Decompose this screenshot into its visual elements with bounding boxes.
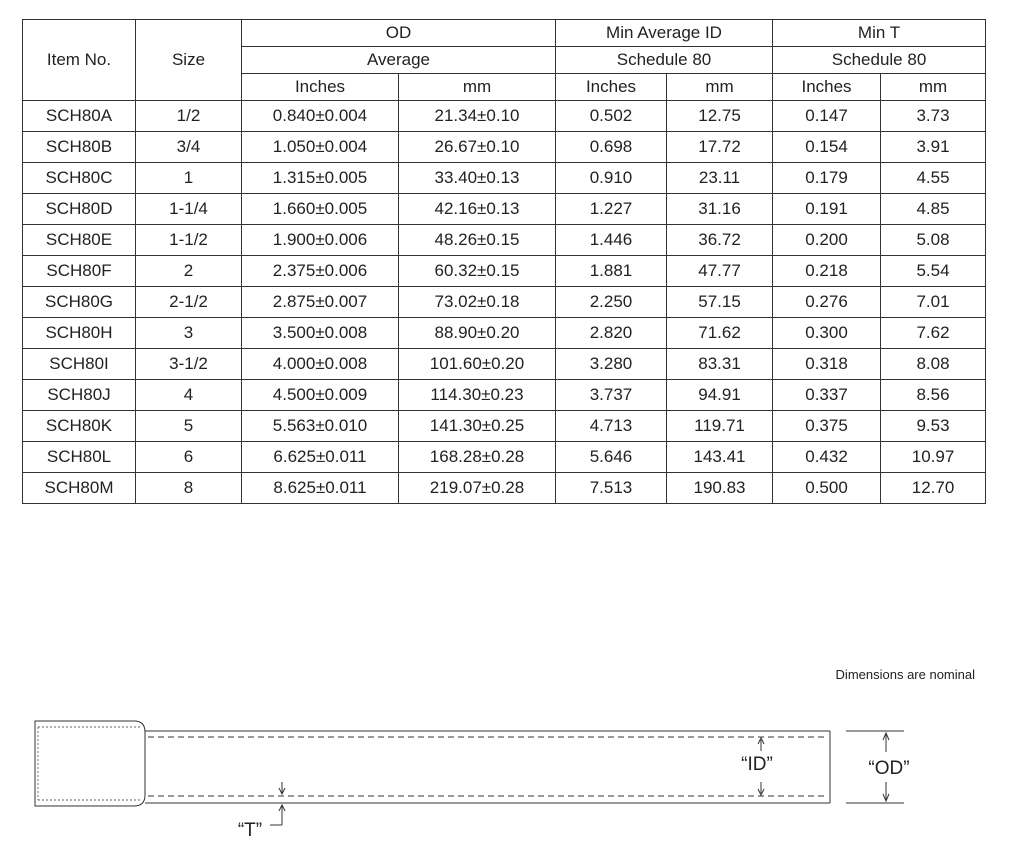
dimensions-note: Dimensions are nominal — [835, 667, 975, 682]
cell-od-mm: 168.28±0.28 — [399, 442, 556, 473]
cell-id-mm: 83.31 — [667, 349, 773, 380]
pipe-socket-end — [35, 721, 145, 806]
cell-od-mm: 48.26±0.15 — [399, 225, 556, 256]
cell-t-inches: 0.218 — [773, 256, 881, 287]
cell-size: 5 — [136, 411, 242, 442]
cell-od-mm: 141.30±0.25 — [399, 411, 556, 442]
cell-item-no: SCH80H — [23, 318, 136, 349]
cell-id-inches: 5.646 — [556, 442, 667, 473]
cell-od-inches: 0.840±0.004 — [242, 101, 399, 132]
cell-t-inches: 0.200 — [773, 225, 881, 256]
cell-size: 3 — [136, 318, 242, 349]
cell-size: 8 — [136, 473, 242, 504]
header-size: Size — [136, 20, 242, 101]
cell-t-inches: 0.375 — [773, 411, 881, 442]
cell-id-inches: 2.820 — [556, 318, 667, 349]
cell-id-mm: 119.71 — [667, 411, 773, 442]
cell-t-mm: 12.70 — [881, 473, 986, 504]
header-unit: mm — [399, 74, 556, 101]
cell-t-inches: 0.154 — [773, 132, 881, 163]
cell-t-inches: 0.147 — [773, 101, 881, 132]
label-id: “ID” — [741, 754, 773, 775]
cell-t-inches: 0.500 — [773, 473, 881, 504]
cell-t-mm: 3.73 — [881, 101, 986, 132]
cell-id-mm: 143.41 — [667, 442, 773, 473]
cell-id-mm: 23.11 — [667, 163, 773, 194]
table-row — [23, 225, 986, 256]
cell-t-mm: 8.56 — [881, 380, 986, 411]
header-unit: Inches — [556, 74, 667, 101]
cell-t-mm: 4.55 — [881, 163, 986, 194]
cell-od-mm: 101.60±0.20 — [399, 349, 556, 380]
cell-t-inches: 0.276 — [773, 287, 881, 318]
table-row — [23, 256, 986, 287]
table-row — [23, 101, 986, 132]
header-row-1 — [23, 20, 986, 47]
cell-id-inches: 2.250 — [556, 287, 667, 318]
table-row — [23, 473, 986, 504]
cell-id-mm: 190.83 — [667, 473, 773, 504]
table-row — [23, 194, 986, 225]
table-row — [23, 132, 986, 163]
cell-t-inches: 0.300 — [773, 318, 881, 349]
cell-id-inches: 7.513 — [556, 473, 667, 504]
table-row — [23, 442, 986, 473]
cell-size: 3/4 — [136, 132, 242, 163]
header-schedule-id: Schedule 80 — [556, 47, 773, 74]
cell-od-inches: 2.875±0.007 — [242, 287, 399, 318]
cell-t-mm: 5.08 — [881, 225, 986, 256]
cell-od-inches: 1.315±0.005 — [242, 163, 399, 194]
cell-item-no: SCH80B — [23, 132, 136, 163]
cell-t-inches: 0.318 — [773, 349, 881, 380]
cell-od-mm: 114.30±0.23 — [399, 380, 556, 411]
header-average: Average — [242, 47, 556, 74]
cell-size: 4 — [136, 380, 242, 411]
cell-t-inches: 0.337 — [773, 380, 881, 411]
cell-size: 3-1/2 — [136, 349, 242, 380]
cell-t-inches: 0.191 — [773, 194, 881, 225]
cell-od-inches: 2.375±0.006 — [242, 256, 399, 287]
pipe-diagram — [0, 700, 1013, 846]
cell-od-mm: 26.67±0.10 — [399, 132, 556, 163]
cell-id-mm: 57.15 — [667, 287, 773, 318]
cell-id-mm: 36.72 — [667, 225, 773, 256]
cell-t-mm: 4.85 — [881, 194, 986, 225]
table-row — [23, 349, 986, 380]
header-unit: mm — [881, 74, 986, 101]
cell-item-no: SCH80A — [23, 101, 136, 132]
label-t: “T” — [237, 820, 263, 841]
cell-t-mm: 8.08 — [881, 349, 986, 380]
cell-item-no: SCH80F — [23, 256, 136, 287]
cell-od-inches: 5.563±0.010 — [242, 411, 399, 442]
cell-id-inches: 3.737 — [556, 380, 667, 411]
cell-id-mm: 31.16 — [667, 194, 773, 225]
cell-od-inches: 1.050±0.004 — [242, 132, 399, 163]
cell-item-no: SCH80K — [23, 411, 136, 442]
table-row — [23, 411, 986, 442]
table-row — [23, 380, 986, 411]
header-unit: Inches — [242, 74, 399, 101]
cell-od-inches: 6.625±0.011 — [242, 442, 399, 473]
cell-od-inches: 1.660±0.005 — [242, 194, 399, 225]
cell-size: 1-1/2 — [136, 225, 242, 256]
label-od: “OD” — [868, 758, 910, 779]
cell-od-inches: 4.500±0.009 — [242, 380, 399, 411]
cell-od-mm: 21.34±0.10 — [399, 101, 556, 132]
cell-id-inches: 0.910 — [556, 163, 667, 194]
cell-item-no: SCH80M — [23, 473, 136, 504]
cell-size: 2 — [136, 256, 242, 287]
cell-id-inches: 1.227 — [556, 194, 667, 225]
header-item-no: Item No. — [23, 20, 136, 101]
cell-od-mm: 88.90±0.20 — [399, 318, 556, 349]
cell-id-mm: 94.91 — [667, 380, 773, 411]
cell-t-mm: 7.62 — [881, 318, 986, 349]
cell-item-no: SCH80C — [23, 163, 136, 194]
cell-od-inches: 4.000±0.008 — [242, 349, 399, 380]
pipe-spec-table — [22, 19, 986, 504]
cell-id-mm: 17.72 — [667, 132, 773, 163]
cell-od-mm: 60.32±0.15 — [399, 256, 556, 287]
cell-item-no: SCH80I — [23, 349, 136, 380]
cell-item-no: SCH80J — [23, 380, 136, 411]
cell-t-inches: 0.432 — [773, 442, 881, 473]
cell-id-inches: 1.881 — [556, 256, 667, 287]
cell-id-mm: 47.77 — [667, 256, 773, 287]
cell-size: 1-1/4 — [136, 194, 242, 225]
cell-id-inches: 0.698 — [556, 132, 667, 163]
cell-t-mm: 9.53 — [881, 411, 986, 442]
cell-t-mm: 7.01 — [881, 287, 986, 318]
cell-t-mm: 5.54 — [881, 256, 986, 287]
cell-od-mm: 219.07±0.28 — [399, 473, 556, 504]
cell-id-mm: 71.62 — [667, 318, 773, 349]
cell-od-inches: 8.625±0.011 — [242, 473, 399, 504]
header-unit: mm — [667, 74, 773, 101]
header-schedule-t: Schedule 80 — [773, 47, 986, 74]
header-min-average-id: Min Average ID — [556, 20, 773, 47]
cell-od-mm: 42.16±0.13 — [399, 194, 556, 225]
cell-item-no: SCH80L — [23, 442, 136, 473]
header-od: OD — [242, 20, 556, 47]
cell-size: 1 — [136, 163, 242, 194]
cell-t-mm: 10.97 — [881, 442, 986, 473]
cell-item-no: SCH80D — [23, 194, 136, 225]
header-unit: Inches — [773, 74, 881, 101]
cell-id-mm: 12.75 — [667, 101, 773, 132]
cell-size: 2-1/2 — [136, 287, 242, 318]
table-row — [23, 287, 986, 318]
cell-item-no: SCH80G — [23, 287, 136, 318]
cell-t-mm: 3.91 — [881, 132, 986, 163]
cell-id-inches: 3.280 — [556, 349, 667, 380]
cell-od-mm: 73.02±0.18 — [399, 287, 556, 318]
cell-id-inches: 1.446 — [556, 225, 667, 256]
table-row — [23, 318, 986, 349]
table-row — [23, 163, 986, 194]
cell-size: 6 — [136, 442, 242, 473]
cell-id-inches: 4.713 — [556, 411, 667, 442]
header-min-t: Min T — [773, 20, 986, 47]
cell-od-mm: 33.40±0.13 — [399, 163, 556, 194]
cell-id-inches: 0.502 — [556, 101, 667, 132]
cell-od-inches: 1.900±0.006 — [242, 225, 399, 256]
cell-item-no: SCH80E — [23, 225, 136, 256]
cell-size: 1/2 — [136, 101, 242, 132]
cell-t-inches: 0.179 — [773, 163, 881, 194]
cell-od-inches: 3.500±0.008 — [242, 318, 399, 349]
